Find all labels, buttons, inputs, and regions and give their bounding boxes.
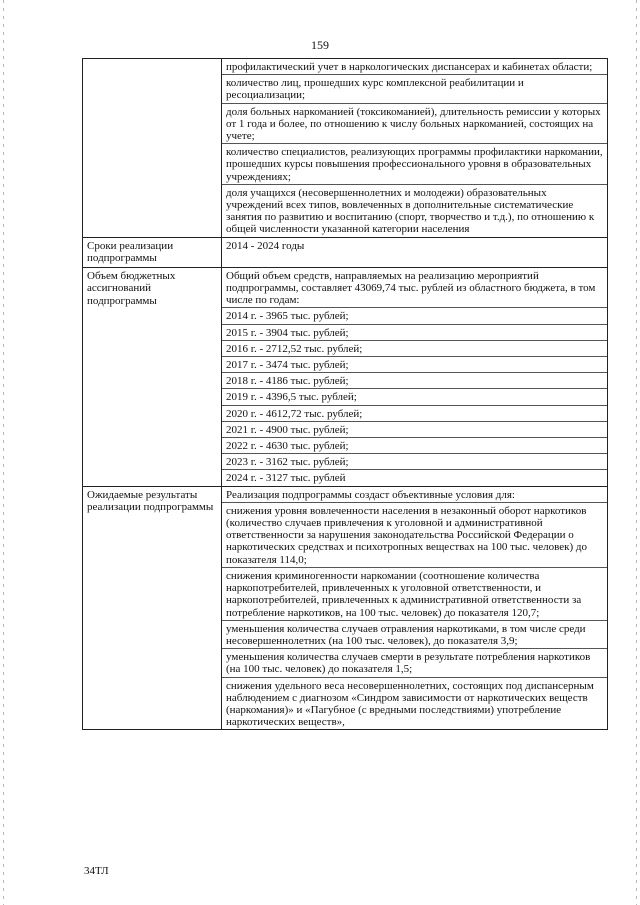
indicator-item: доля учащихся (несовершеннолетних и молодежи) образовательных учреждений всех типов, вовлеченных в дополнительные систематические занятия по развитию и воспитанию (спорт, творчество и т.д.), по отношению к общей численности указанной категории населения [226,186,595,236]
results-intro: Реализация подпрограммы создаст объективные условия для: [222,487,607,503]
indicator-item: количество лиц, прошедших курс комплексной реабилитации и ресоциализации; [222,75,607,103]
result-item: снижения уровня вовлеченности населения в незаконный оборот наркотиков (количество случаев привлечения к уголовной и административной ответственности за нарушения законодательства Российской Федерации о наркотических средствах и психотропных веществах на 100 тыс. человек) до показателя 114,0; [222,503,607,568]
row-content [222,237,608,267]
page-number: 159 [311,38,329,52]
budget-year-item: 2024 г. - 3127 тыс. рублей [226,472,346,485]
budget-year-item: 2018 г. - 4186 тыс. рублей; [222,373,607,389]
row-label: Объем бюджетных ассигнований подпрограммы [83,267,222,486]
row-label: Сроки реализации подпрограммы [83,237,222,267]
result-item: снижения удельного веса несовершеннолетних, состоящих под диспансерным наблюдением с диагнозом «Синдром зависимости от наркотических веществ (наркомания)» и «Пагубное (с вредными последствиями) употребление наркотических веществ», [226,679,594,729]
budget-year-item: 2017 г. - 3474 тыс. рублей; [222,357,607,373]
budget-year-item: 2021 г. - 4900 тыс. рублей; [222,422,607,438]
budget-year-item: 2019 г. - 4396,5 тыс. рублей; [222,389,607,405]
budget-year-item: 2014 г. - 3965 тыс. рублей; [222,308,607,324]
budget-year-item: 2020 г. - 4612,72 тыс. рублей; [222,406,607,422]
result-item: снижения криминогенности наркомании (соотношение количества наркопотребителей, привлеченных к уголовной ответственности, и наркопотребителей, привлеченных к административной ответственности за потребление наркотиков, на 100 тыс. человек) до показателя 120,7; [222,568,607,621]
row-content [222,486,608,730]
result-item: уменьшения количества случаев смерти в результате потребления наркотиков (на 100 тыс. человек) до показателя 1,5; [222,649,607,677]
budget-year-item: 2022 г. - 4630 тыс. рублей; [222,438,607,454]
row-content [222,59,608,238]
row-label: Ожидаемые результаты реализации подпрограммы [83,486,222,730]
table-row-budget [83,267,608,486]
row-label [83,59,222,238]
indicator-item: профилактический учет в наркологических диспансерах и кабинетах области; [222,59,607,75]
result-item: уменьшения количества случаев отравления наркотиками, в том числе среди несовершеннолетних (на 100 тыс. человек), до показателя 3,9; [222,621,607,649]
timeline-value: 2014 - 2024 годы [226,239,305,252]
table-row-indicators-continued [83,59,608,238]
budget-year-item: 2023 г. - 3162 тыс. рублей; [222,454,607,470]
budget-year-item: 2015 г. - 3904 тыс. рублей; [222,325,607,341]
indicator-item: доля больных наркоманией (токсикоманией), длительность ремиссии у которых от 1 года и более, по отношению к числу больных наркоманией, состоящих на учете; [222,104,607,145]
indicator-item: количество специалистов, реализующих программы профилактики наркомании, прошедших курсы повышения профессионального уровня в образовательных учреждениях; [222,144,607,185]
scan-edge-right [636,0,637,905]
table-row-timeline [83,237,608,267]
program-passport-table [82,58,608,730]
row-content [222,267,608,486]
scan-edge-left [3,0,4,905]
table-row-expected-results [83,486,608,730]
footer-code: 34ТЛ [84,865,109,877]
budget-summary: Общий объем средств, направляемых на реализацию мероприятий подпрограммы, составляет 43069,74 тыс. рублей из областного бюджета, в том числе по годам: [222,268,607,309]
budget-year-item: 2016 г. - 2712,52 тыс. рублей; [222,341,607,357]
